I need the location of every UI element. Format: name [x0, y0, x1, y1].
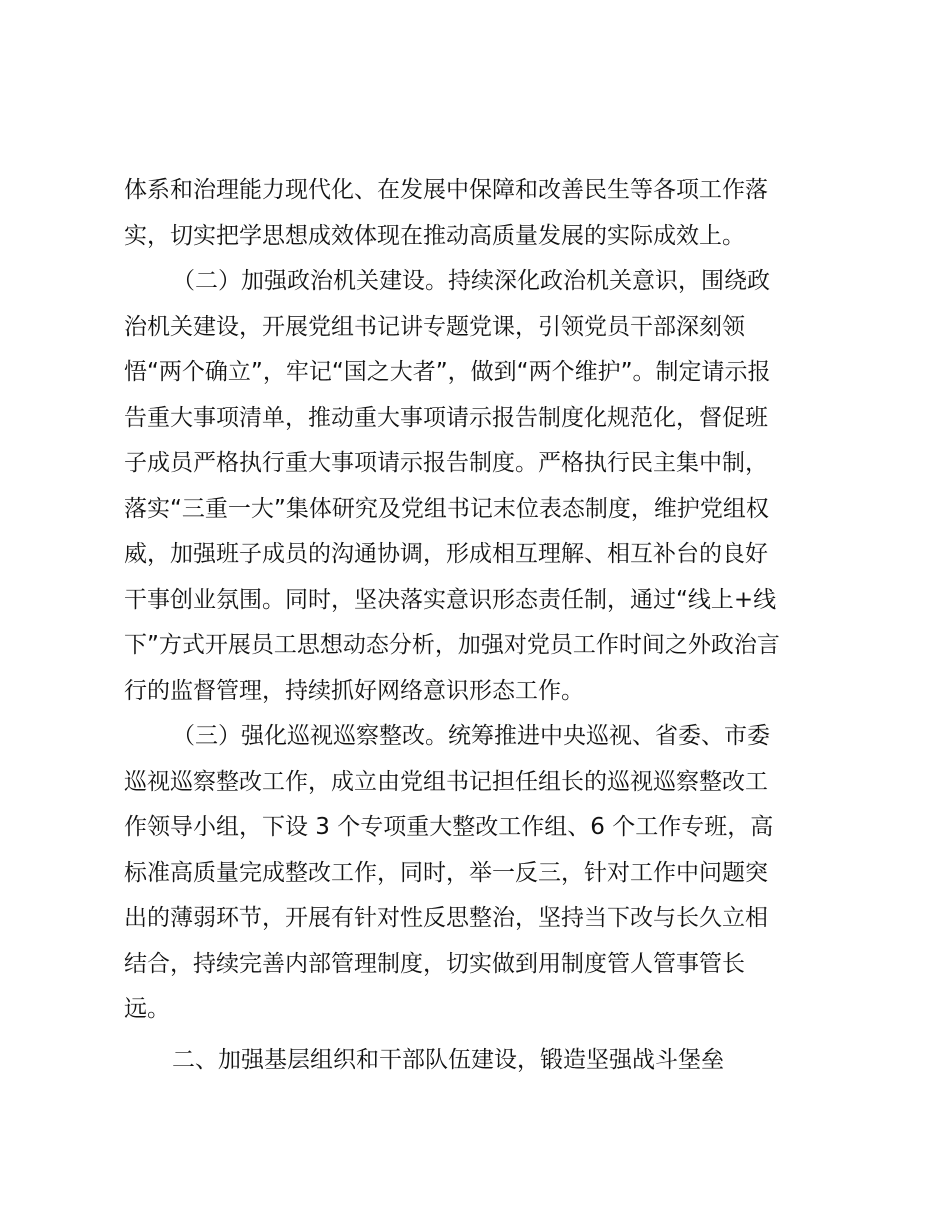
text-line: 结合，持续完善内部管理制度，切实做到用制度管人管事管长	[124, 950, 745, 977]
text-line: 威，加强班子成员的沟通协调，形成相互理解、相互补台的良好	[124, 541, 768, 567]
text-line: 实，切实把学思想成效体现在推动高质量发展的实际成效上。	[124, 222, 745, 249]
text-line: 告重大事项清单，推动重大事项请示报告制度化规范化，督促班	[124, 404, 768, 431]
text-line: 子成员严格执行重大事项请示报告制度。严格执行民主集中制，	[124, 450, 768, 476]
text-line: 标准高质量完成整改工作，同时，举一反三，针对工作中问题突	[124, 859, 768, 886]
chapter-heading: 二、加强基层组织和干部队伍建设，锻造坚强战斗堡垒	[172, 1046, 724, 1073]
text-line: 治机关建设，开展党组书记讲专题党课，引领党员干部深刻领	[124, 313, 745, 340]
text-line: 行的监督管理，持续抓好网络意识形态工作。	[124, 677, 584, 704]
text-line: 体系和治理能力现代化、在发展中保障和改善民生等各项工作落	[124, 177, 768, 203]
section-heading-paragraph-start: （三）强化巡视巡察整改。统筹推进中央巡视、省委、市委	[172, 723, 770, 749]
text-line: 落实“三重一大”集体研究及党组书记末位表态制度，维护党组权	[124, 495, 769, 522]
text-line: 作领导小组，下设 3 个专项重大整改工作组、6 个工作专班，高	[124, 814, 774, 840]
text-line: 悟“两个确立”，牢记“国之大者”，做到“两个维护”。制定请示报	[124, 359, 771, 385]
text-line: 巡视巡察整改工作，成立由党组书记担任组长的巡视巡察整改工	[124, 768, 768, 795]
text-line: 干事创业氛围。同时，坚决落实意识形态责任制，通过“线上+线	[124, 586, 777, 613]
body-text	[124, 168, 834, 1083]
text-line: 远。	[124, 996, 170, 1022]
text-line: 出的薄弱环节，开展有针对性反思整治，坚持当下改与长久立相	[124, 905, 768, 931]
section-heading-paragraph-start: （二）加强政治机关建设。持续深化政治机关意识，围绕政	[172, 268, 770, 294]
text-line: 下”方式开展员工思想动态分析，加强对党员工作时间之外政治言	[124, 632, 780, 658]
